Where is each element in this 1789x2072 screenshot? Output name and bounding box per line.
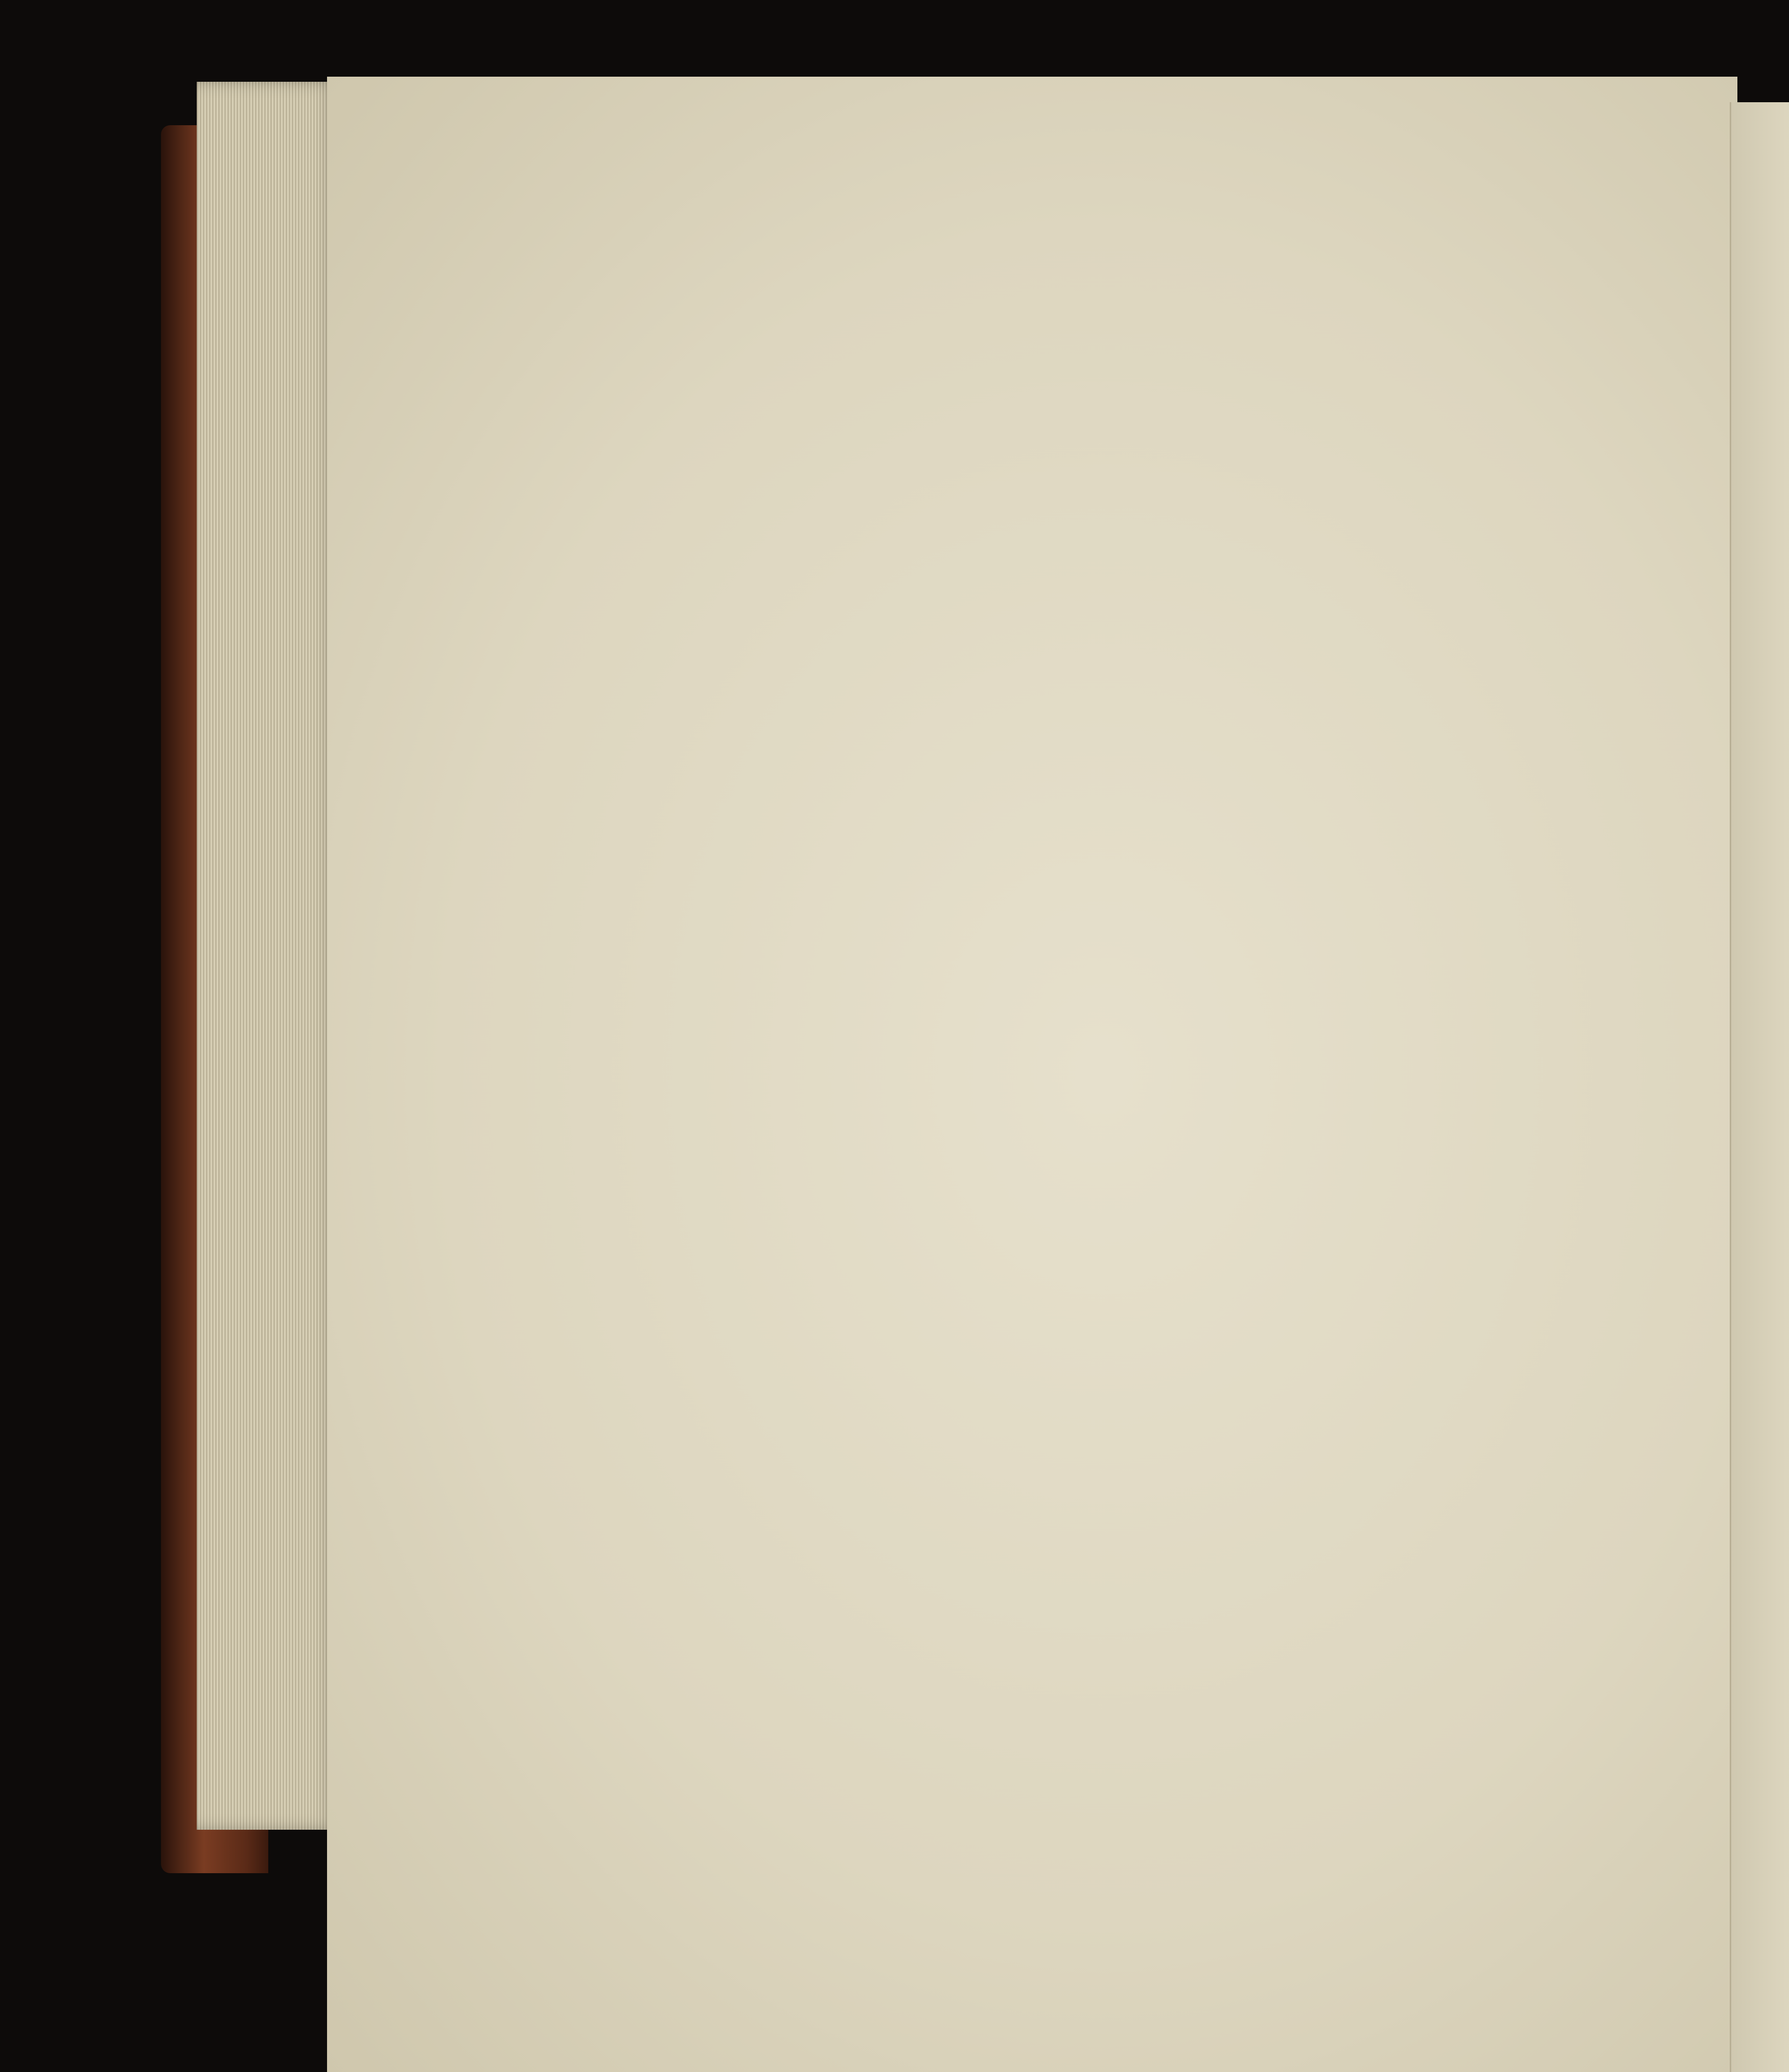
facing-page-edge — [1730, 102, 1789, 2072]
book-page — [327, 77, 1737, 2072]
page-edges — [197, 82, 340, 1830]
